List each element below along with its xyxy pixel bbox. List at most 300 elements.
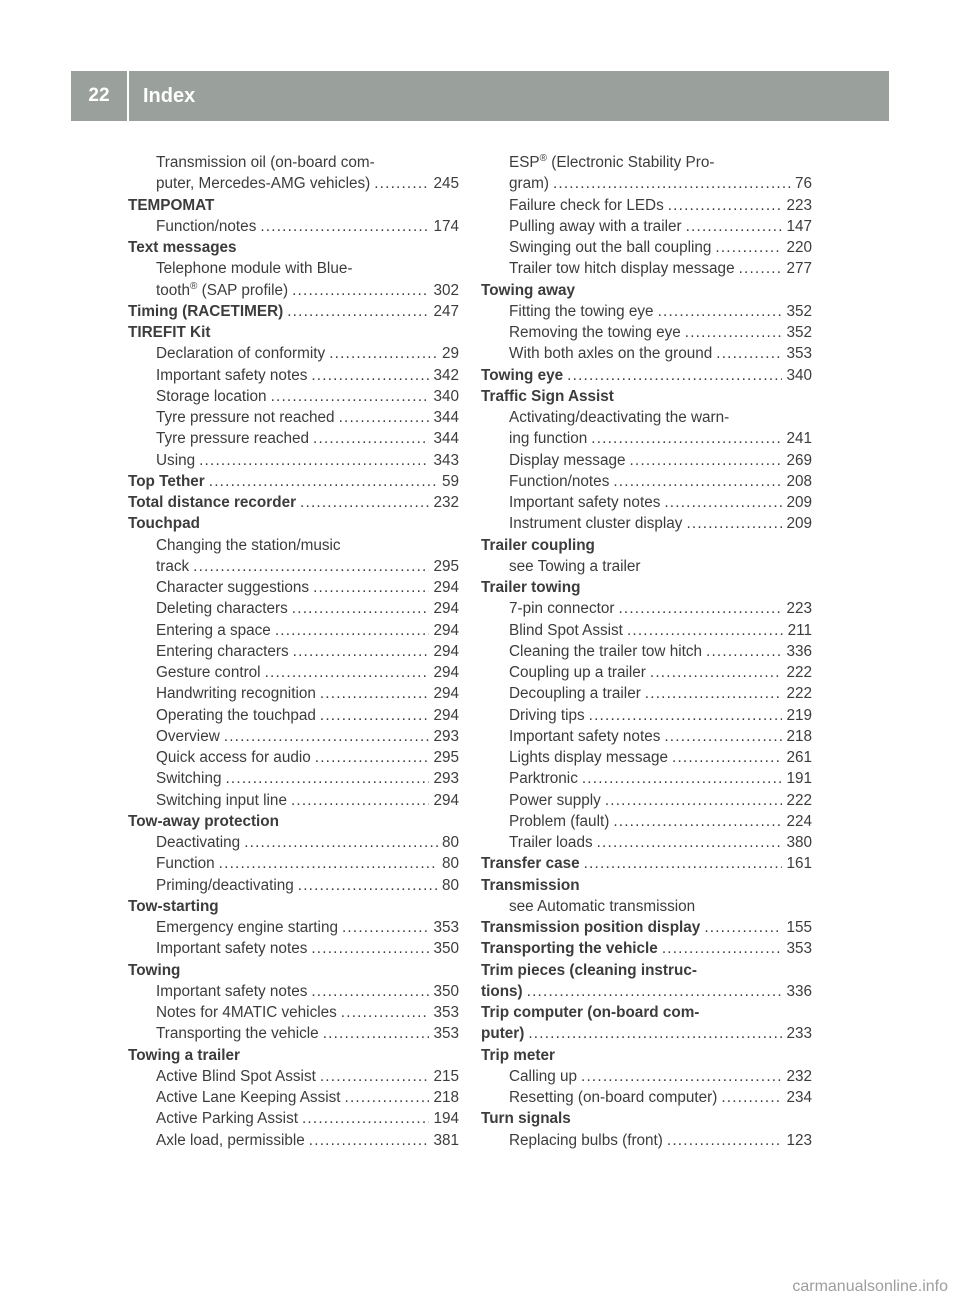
entry-text: Using bbox=[156, 451, 196, 469]
page-reference[interactable]: 209 bbox=[786, 494, 812, 511]
entry-text: Timing (RACETIMER) bbox=[128, 302, 284, 320]
index-entry-heading bbox=[481, 960, 812, 981]
dot-leader bbox=[686, 216, 783, 237]
entry-text: Transmission oil (on-board com- bbox=[156, 154, 375, 171]
index-subentry bbox=[128, 280, 459, 301]
entry-text: Pulling away with a trailer bbox=[509, 217, 682, 235]
index-subentry bbox=[128, 832, 459, 853]
index-subentry bbox=[481, 726, 812, 747]
index-subentry bbox=[481, 747, 812, 768]
dot-leader bbox=[662, 938, 783, 959]
dot-leader bbox=[320, 683, 430, 704]
page-reference[interactable]: 294 bbox=[433, 600, 459, 618]
dot-leader bbox=[219, 853, 438, 874]
index-subentry bbox=[481, 896, 812, 917]
dot-leader bbox=[664, 726, 782, 747]
dot-leader bbox=[244, 832, 438, 853]
page-reference[interactable]: 353 bbox=[786, 345, 812, 363]
index-subentry bbox=[481, 152, 812, 173]
index-subentry bbox=[481, 492, 812, 513]
index-entry-heading bbox=[481, 577, 812, 598]
index-subentry bbox=[481, 407, 812, 428]
index-subentry bbox=[128, 428, 459, 449]
index-entry-heading bbox=[481, 1045, 812, 1066]
page-reference[interactable]: 222 bbox=[786, 664, 812, 681]
index-subentry bbox=[128, 938, 459, 959]
page-reference[interactable]: 218 bbox=[786, 727, 812, 745]
page-reference[interactable]: 59 bbox=[441, 472, 459, 490]
entry-text: Active Lane Keeping Assist bbox=[156, 1089, 341, 1106]
index-entry-heading bbox=[481, 1002, 812, 1023]
entry-text: Power supply bbox=[509, 791, 601, 809]
page-reference[interactable]: 342 bbox=[433, 366, 459, 384]
dot-leader bbox=[311, 981, 429, 1002]
index-subentry bbox=[128, 365, 459, 386]
page-reference[interactable]: 340 bbox=[433, 387, 459, 405]
dot-leader bbox=[739, 258, 783, 279]
entry-text: Deleting characters bbox=[156, 600, 288, 618]
entry-text: 7-pin connector bbox=[509, 600, 615, 618]
index-subentry bbox=[481, 683, 812, 704]
entry-text: Towing a trailer bbox=[128, 1046, 240, 1064]
dot-leader bbox=[209, 471, 438, 492]
index-column-right bbox=[481, 152, 812, 1151]
page-reference[interactable]: 293 bbox=[433, 727, 459, 745]
entry-text: Handwriting recognition bbox=[156, 685, 316, 703]
entry-text: Trailer towing bbox=[481, 579, 581, 596]
entry-text: Traffic Sign Assist bbox=[481, 387, 614, 405]
page-reference[interactable]: 223 bbox=[786, 600, 812, 618]
page-reference[interactable]: 294 bbox=[433, 685, 459, 703]
dot-leader bbox=[225, 768, 429, 789]
index-subentry bbox=[481, 832, 812, 853]
dot-leader bbox=[345, 1087, 430, 1108]
dot-leader bbox=[715, 237, 782, 258]
index-entry-heading bbox=[128, 811, 459, 832]
page-reference[interactable]: 232 bbox=[433, 494, 459, 511]
index-subentry bbox=[481, 620, 812, 641]
page-reference[interactable]: 344 bbox=[433, 430, 459, 448]
index-subentry bbox=[128, 790, 459, 811]
index-subentry bbox=[128, 683, 459, 704]
entry-text: Tow-away protection bbox=[128, 812, 279, 830]
entry-text: Activating/deactivating the warn- bbox=[509, 409, 730, 426]
page-reference[interactable]: 174 bbox=[433, 217, 459, 235]
page-reference[interactable]: 350 bbox=[433, 940, 459, 958]
page-reference[interactable]: 353 bbox=[433, 919, 459, 936]
index-entry-heading bbox=[128, 513, 459, 534]
index-subentry bbox=[128, 1108, 459, 1129]
index-entry-heading bbox=[481, 1108, 812, 1129]
dot-leader bbox=[582, 768, 783, 789]
entry-text: Active Blind Spot Assist bbox=[156, 1067, 316, 1085]
index-subentry bbox=[481, 1130, 812, 1151]
entry-text: With both axles on the ground bbox=[509, 345, 713, 363]
entry-text: TEMPOMAT bbox=[128, 196, 215, 214]
dot-leader bbox=[668, 195, 783, 216]
index-entry-heading bbox=[481, 280, 812, 301]
page-reference[interactable]: 380 bbox=[786, 834, 812, 851]
dot-leader bbox=[292, 598, 430, 619]
index-subentry bbox=[128, 768, 459, 789]
index-subentry bbox=[128, 407, 459, 428]
entry-text: Trailer tow hitch display message bbox=[509, 260, 735, 278]
index-subentry bbox=[128, 577, 459, 598]
index-subentry bbox=[128, 598, 459, 619]
page-reference[interactable]: 76 bbox=[794, 175, 812, 193]
entry-text: Entering a space bbox=[156, 621, 271, 639]
entry-text: Top Tether bbox=[128, 472, 205, 490]
page-reference[interactable]: 209 bbox=[786, 515, 812, 533]
page-reference[interactable]: 220 bbox=[786, 239, 812, 256]
entry-text: Character suggestions bbox=[156, 579, 310, 596]
entry-text: Trailer loads bbox=[509, 834, 593, 851]
index-subentry bbox=[128, 343, 459, 364]
entry-text: Notes for 4MATIC vehicles bbox=[156, 1004, 337, 1021]
index-column-left bbox=[128, 152, 459, 1151]
entry-text: Swinging out the ball coupling bbox=[509, 239, 712, 256]
index-subentry bbox=[481, 216, 812, 237]
page-reference[interactable]: 161 bbox=[786, 855, 812, 873]
entry-text: ESP® (Electronic Stability Pro- bbox=[509, 153, 715, 171]
entry-text: Text messages bbox=[128, 239, 237, 256]
watermark: carmanualsonline.info bbox=[792, 1278, 948, 1295]
dot-leader bbox=[567, 365, 782, 386]
dot-leader bbox=[311, 938, 429, 959]
page-reference[interactable]: 352 bbox=[786, 324, 812, 341]
dot-leader bbox=[581, 1066, 782, 1087]
entry-text: Calling up bbox=[509, 1067, 578, 1085]
index-subentry bbox=[128, 875, 459, 896]
entry-text: Removing the towing eye bbox=[509, 324, 681, 341]
entry-text: see Towing a trailer bbox=[509, 557, 641, 575]
dot-leader bbox=[329, 343, 438, 364]
index-subentry bbox=[481, 343, 812, 364]
page-reference[interactable]: 222 bbox=[786, 791, 812, 809]
index-subentry bbox=[128, 556, 459, 577]
index-subentry bbox=[128, 917, 459, 938]
page-reference[interactable]: 277 bbox=[786, 260, 812, 278]
entry-text: Trip computer (on-board com- bbox=[481, 1004, 700, 1021]
page-reference[interactable]: 343 bbox=[433, 451, 459, 469]
page-reference[interactable]: 269 bbox=[786, 451, 812, 469]
dot-leader bbox=[553, 173, 791, 194]
entry-text: Display message bbox=[509, 451, 626, 469]
page-reference[interactable]: 353 bbox=[786, 940, 812, 958]
index-subentry bbox=[481, 662, 812, 683]
entry-text: Telephone module with Blue- bbox=[156, 260, 353, 278]
index-subentry bbox=[481, 556, 812, 577]
dot-leader bbox=[618, 598, 782, 619]
dot-leader bbox=[706, 641, 782, 662]
page-reference[interactable]: 302 bbox=[433, 281, 459, 299]
index-subentry bbox=[128, 1130, 459, 1151]
index-subentry bbox=[128, 216, 459, 237]
page-reference[interactable]: 294 bbox=[433, 706, 459, 724]
entry-text: Transmission bbox=[481, 876, 580, 894]
page-reference[interactable]: 245 bbox=[433, 175, 459, 193]
entry-text: Storage location bbox=[156, 387, 267, 405]
page-reference[interactable]: 232 bbox=[786, 1067, 812, 1085]
entry-text: puter) bbox=[481, 1025, 525, 1043]
page-reference[interactable]: 294 bbox=[433, 642, 459, 660]
page-reference[interactable]: 352 bbox=[786, 302, 812, 320]
index-subentry bbox=[128, 747, 459, 768]
dot-leader bbox=[323, 1023, 430, 1044]
entry-text: Quick access for audio bbox=[156, 749, 311, 766]
index-subentry bbox=[481, 1066, 812, 1087]
dot-leader bbox=[320, 1066, 430, 1087]
page-reference[interactable]: 80 bbox=[441, 855, 459, 873]
index-subentry bbox=[481, 768, 812, 789]
entry-text: Deactivating bbox=[156, 834, 241, 851]
dot-leader bbox=[298, 875, 438, 896]
index-subentry bbox=[481, 428, 812, 449]
page-reference[interactable]: 233 bbox=[786, 1025, 812, 1043]
index-entry-heading bbox=[128, 301, 459, 322]
entry-text: TIREFIT Kit bbox=[128, 324, 211, 341]
dot-leader bbox=[613, 811, 782, 832]
entry-text: Emergency engine starting bbox=[156, 919, 338, 936]
entry-text: ing function bbox=[509, 430, 588, 448]
page-reference[interactable]: 294 bbox=[433, 621, 459, 639]
entry-text: Trim pieces (cleaning instruc- bbox=[481, 961, 697, 979]
dot-leader bbox=[313, 577, 429, 598]
entry-text: Instrument cluster display bbox=[509, 515, 683, 533]
index-subentry bbox=[128, 535, 459, 556]
index-entry-heading bbox=[481, 917, 812, 938]
entry-text: Fitting the towing eye bbox=[509, 302, 654, 320]
page-reference[interactable]: 218 bbox=[433, 1089, 459, 1106]
entry-text: Tyre pressure not reached bbox=[156, 409, 335, 426]
page-reference[interactable]: 224 bbox=[786, 812, 812, 830]
dot-leader bbox=[341, 1002, 430, 1023]
page-reference[interactable]: 336 bbox=[786, 642, 812, 660]
index-entry-heading bbox=[128, 960, 459, 981]
page-reference[interactable]: 241 bbox=[786, 430, 812, 448]
dot-leader bbox=[716, 343, 782, 364]
page-reference[interactable]: 247 bbox=[433, 302, 459, 320]
entry-text: Coupling up a trailer bbox=[509, 664, 646, 681]
dot-leader bbox=[528, 1023, 782, 1044]
dot-leader bbox=[287, 301, 429, 322]
entry-text: Transporting the vehicle bbox=[156, 1025, 319, 1043]
dot-leader bbox=[650, 662, 783, 683]
page-reference[interactable]: 294 bbox=[433, 579, 459, 596]
entry-text: Important safety notes bbox=[156, 982, 308, 1000]
page-reference[interactable]: 381 bbox=[433, 1131, 459, 1149]
index-entry-heading bbox=[128, 1045, 459, 1066]
entry-text: Cleaning the trailer tow hitch bbox=[509, 642, 703, 660]
entry-text: Function bbox=[156, 855, 215, 873]
entry-text: tooth® (SAP profile) bbox=[156, 280, 289, 299]
dot-leader bbox=[627, 620, 784, 641]
index-entry-heading bbox=[481, 1023, 812, 1044]
entry-text: Active Parking Assist bbox=[156, 1110, 298, 1128]
index-subentry bbox=[481, 790, 812, 811]
page-reference[interactable]: 344 bbox=[433, 409, 459, 426]
index-subentry bbox=[481, 195, 812, 216]
entry-text: Tyre pressure reached bbox=[156, 430, 310, 448]
page-reference[interactable]: 223 bbox=[786, 196, 812, 214]
index-subentry bbox=[481, 322, 812, 343]
entry-text: Blind Spot Assist bbox=[509, 621, 623, 639]
dot-leader bbox=[667, 1130, 783, 1151]
entry-text: Changing the station/music bbox=[156, 536, 341, 554]
page-reference[interactable]: 191 bbox=[786, 770, 812, 788]
entry-text: Gesture control bbox=[156, 664, 261, 681]
index-subentry bbox=[481, 811, 812, 832]
dot-leader bbox=[292, 280, 429, 301]
index-entry-heading bbox=[128, 896, 459, 917]
dot-leader bbox=[605, 790, 783, 811]
entry-text: Transmission position display bbox=[481, 919, 701, 936]
index-entry-heading bbox=[481, 365, 812, 386]
page-reference[interactable]: 215 bbox=[433, 1067, 459, 1085]
entry-text: Towing away bbox=[481, 281, 576, 299]
dot-leader bbox=[293, 641, 430, 662]
page-reference[interactable]: 123 bbox=[786, 1131, 812, 1149]
page-reference[interactable]: 234 bbox=[786, 1089, 812, 1106]
index-subentry bbox=[128, 726, 459, 747]
index-entry-heading bbox=[481, 875, 812, 896]
entry-text: Transfer case bbox=[481, 855, 580, 873]
entry-text: Towing eye bbox=[481, 366, 564, 384]
index-subentry bbox=[481, 450, 812, 471]
dot-leader bbox=[199, 450, 429, 471]
index-subentry bbox=[128, 152, 459, 173]
page-reference[interactable]: 80 bbox=[441, 834, 459, 851]
index-entry-heading bbox=[481, 981, 812, 1002]
page-header bbox=[71, 71, 889, 121]
dot-leader bbox=[591, 428, 782, 449]
dot-leader bbox=[313, 428, 429, 449]
index-entry-heading bbox=[128, 322, 459, 343]
entry-text: puter, Mercedes-AMG vehicles) bbox=[156, 175, 371, 193]
page-reference[interactable]: 350 bbox=[433, 982, 459, 1000]
page-reference[interactable]: 80 bbox=[441, 876, 459, 894]
dot-leader bbox=[597, 832, 783, 853]
dot-leader bbox=[309, 1130, 430, 1151]
entry-text: Turn signals bbox=[481, 1110, 571, 1128]
dot-leader bbox=[645, 683, 783, 704]
index-subentry bbox=[128, 386, 459, 407]
entry-text: Transporting the vehicle bbox=[481, 940, 658, 958]
index-entry-heading bbox=[128, 237, 459, 258]
page-reference[interactable]: 294 bbox=[433, 791, 459, 809]
entry-text: Axle load, permissible bbox=[156, 1131, 305, 1149]
entry-text: Total distance recorder bbox=[128, 494, 297, 511]
entry-text: Resetting (on-board computer) bbox=[509, 1089, 718, 1106]
dot-leader bbox=[629, 450, 782, 471]
entry-text: Towing bbox=[128, 961, 181, 979]
dot-leader bbox=[300, 492, 429, 513]
dot-leader bbox=[265, 662, 430, 683]
index-entry-heading bbox=[128, 471, 459, 492]
entry-text: Priming/deactivating bbox=[156, 876, 294, 894]
page-reference[interactable]: 293 bbox=[433, 770, 459, 788]
entry-text: Overview bbox=[156, 727, 220, 745]
entry-text: Replacing bulbs (front) bbox=[509, 1131, 663, 1149]
index-subentry bbox=[128, 1023, 459, 1044]
index-subentry bbox=[481, 258, 812, 279]
index-subentry bbox=[128, 705, 459, 726]
entry-text: Decoupling a trailer bbox=[509, 685, 641, 703]
page-reference[interactable]: 222 bbox=[786, 685, 812, 703]
dot-leader bbox=[704, 917, 782, 938]
dot-leader bbox=[584, 853, 783, 874]
index-subentry bbox=[481, 1087, 812, 1108]
entry-text: tions) bbox=[481, 982, 523, 1000]
page-reference[interactable]: 295 bbox=[433, 557, 459, 575]
page-reference[interactable]: 261 bbox=[786, 749, 812, 766]
page-reference[interactable]: 29 bbox=[441, 345, 459, 363]
dot-leader bbox=[721, 1087, 782, 1108]
entry-text: track bbox=[156, 557, 190, 575]
index-subentry bbox=[481, 471, 812, 492]
dot-leader bbox=[685, 322, 783, 343]
page-reference[interactable]: 211 bbox=[787, 621, 812, 639]
entry-text: gram) bbox=[509, 175, 549, 193]
page-reference[interactable]: 294 bbox=[433, 664, 459, 681]
page-reference[interactable]: 194 bbox=[433, 1110, 459, 1128]
section-title: Index bbox=[143, 85, 196, 107]
page-reference[interactable]: 336 bbox=[786, 982, 812, 1000]
page-reference[interactable]: 295 bbox=[433, 749, 459, 766]
entry-text: see Automatic transmission bbox=[509, 897, 696, 915]
index-subentry bbox=[481, 237, 812, 258]
index-subentry bbox=[128, 981, 459, 1002]
page-reference[interactable]: 353 bbox=[433, 1025, 459, 1043]
page-reference[interactable]: 155 bbox=[786, 919, 812, 936]
dot-leader bbox=[589, 705, 783, 726]
entry-text: Function/notes bbox=[509, 472, 610, 490]
dot-leader bbox=[271, 386, 430, 407]
entry-text: Driving tips bbox=[509, 706, 585, 724]
index-subentry bbox=[128, 853, 459, 874]
page-reference[interactable]: 219 bbox=[786, 706, 812, 724]
dot-leader bbox=[302, 1108, 429, 1129]
page-reference[interactable]: 208 bbox=[786, 472, 812, 490]
header-divider bbox=[127, 71, 129, 121]
entry-text: Important safety notes bbox=[509, 727, 661, 745]
dot-leader bbox=[339, 407, 430, 428]
index-subentry bbox=[128, 641, 459, 662]
entry-text: Touchpad bbox=[128, 515, 200, 533]
entry-text: Important safety notes bbox=[156, 366, 308, 384]
dot-leader bbox=[291, 790, 430, 811]
entry-text: Operating the touchpad bbox=[156, 706, 316, 724]
entry-text: Declaration of conformity bbox=[156, 345, 326, 363]
dot-leader bbox=[311, 365, 429, 386]
index-subentry bbox=[481, 598, 812, 619]
index-subentry bbox=[481, 641, 812, 662]
page-reference[interactable]: 340 bbox=[786, 366, 812, 384]
entry-text: Important safety notes bbox=[509, 494, 661, 511]
entry-text: Lights display message bbox=[509, 749, 669, 766]
dot-leader bbox=[527, 981, 783, 1002]
page-number: 22 bbox=[88, 85, 110, 106]
index-subentry bbox=[128, 258, 459, 279]
entry-text: Trailer coupling bbox=[481, 536, 595, 554]
dot-leader bbox=[320, 705, 430, 726]
page-reference[interactable]: 353 bbox=[433, 1004, 459, 1021]
page-reference[interactable]: 147 bbox=[786, 217, 812, 235]
index-subentry bbox=[128, 1066, 459, 1087]
index-subentry bbox=[128, 450, 459, 471]
index-subentry bbox=[128, 1087, 459, 1108]
entry-text: Tow-starting bbox=[128, 897, 219, 915]
